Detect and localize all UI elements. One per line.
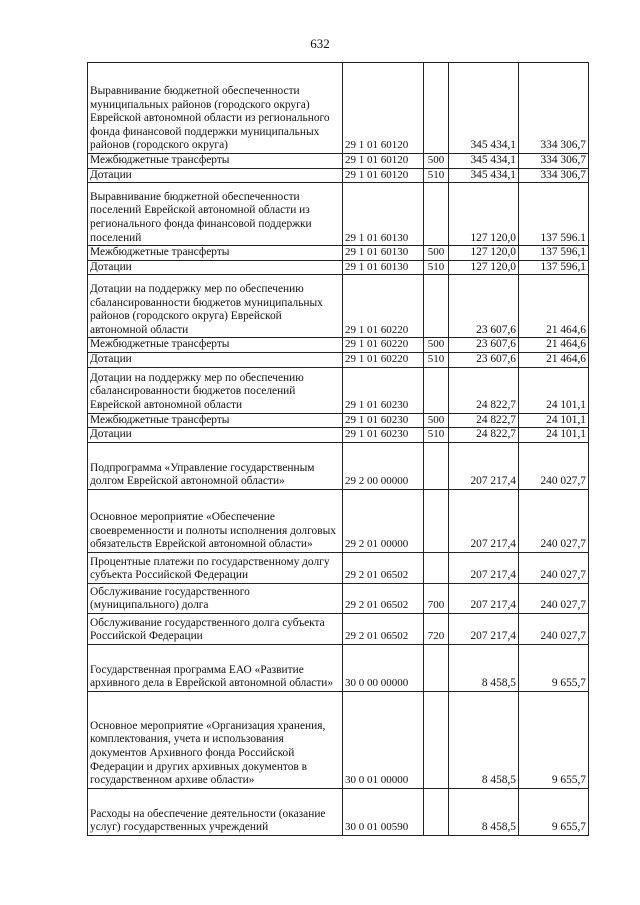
expense-type-code-cell — [424, 367, 449, 413]
expense-type-code-cell — [424, 275, 449, 338]
target-article-code-cell: 29 1 01 60230 — [343, 367, 424, 413]
amount-year2-cell: 9 655,7 — [519, 691, 589, 788]
row-name-cell: Дотации — [88, 428, 343, 443]
amount-year1-cell: 207 217,4 — [449, 552, 519, 583]
table-row — [88, 552, 589, 583]
expense-type-code-cell — [424, 183, 449, 246]
table-row — [88, 644, 589, 691]
amount-year2-cell: 240 027,7 — [519, 442, 589, 489]
table-row — [88, 583, 589, 613]
target-article-code-cell: 29 2 01 06502 — [343, 552, 424, 583]
expense-type-code-cell: 500 — [424, 154, 449, 169]
table-row — [88, 413, 589, 428]
expense-type-code-cell: 510 — [424, 428, 449, 443]
expense-type-code-cell — [424, 644, 449, 691]
target-article-code-cell: 29 1 01 60130 — [343, 246, 424, 261]
row-name-cell: Основное мероприятие «Организация хранения, комплектования, учета и использования документов Архивного фонда Российской Федерации и других архивных документов в государственном архиве области» — [88, 691, 343, 788]
target-article-code-cell: 29 1 01 60220 — [343, 352, 424, 367]
amount-year1-cell: 23 607,6 — [449, 275, 519, 338]
target-article-code-cell: 30 0 00 00000 — [343, 644, 424, 691]
expense-type-code-cell — [424, 691, 449, 788]
target-article-code-cell: 29 1 01 60120 — [343, 63, 424, 154]
amount-year1-cell: 345 434,1 — [449, 168, 519, 183]
amount-year2-cell: 334 306,7 — [519, 154, 589, 169]
table-row — [88, 428, 589, 443]
amount-year1-cell: 207 217,4 — [449, 489, 519, 552]
table-row — [88, 489, 589, 552]
expense-type-code-cell — [424, 489, 449, 552]
amount-year2-cell: 9 655,7 — [519, 788, 589, 835]
table-row — [88, 613, 589, 644]
target-article-code-cell: 29 1 01 60120 — [343, 154, 424, 169]
row-name-cell: Основное мероприятие «Обеспечение своевременности и полноты исполнения долговых обязательств Еврейской автономной области» — [88, 489, 343, 552]
row-name-cell: Выравнивание бюджетной обеспеченности поселений Еврейской автономной области из регионального фонда финансовой поддержки поселений — [88, 183, 343, 246]
amount-year1-cell: 345 434,1 — [449, 154, 519, 169]
amount-year1-cell: 23 607,6 — [449, 338, 519, 353]
expense-type-code-cell: 510 — [424, 352, 449, 367]
target-article-code-cell: 30 0 01 00000 — [343, 691, 424, 788]
amount-year2-cell: 24 101,1 — [519, 413, 589, 428]
target-article-code-cell: 29 1 01 60130 — [343, 260, 424, 275]
row-name-cell: Дотации — [88, 352, 343, 367]
amount-year1-cell: 24 822,7 — [449, 413, 519, 428]
expense-type-code-cell: 510 — [424, 168, 449, 183]
amount-year1-cell: 207 217,4 — [449, 442, 519, 489]
budget-table — [87, 62, 589, 836]
expense-type-code-cell: 720 — [424, 613, 449, 644]
amount-year2-cell: 137 596,1 — [519, 260, 589, 275]
row-name-cell: Дотации на поддержку мер по обеспечению сбалансированности бюджетов муниципальных районов (городского округа) Еврейской автономной области — [88, 275, 343, 338]
amount-year2-cell: 21 464,6 — [519, 338, 589, 353]
target-article-code-cell: 29 2 01 00000 — [343, 489, 424, 552]
target-article-code-cell: 29 2 01 06502 — [343, 583, 424, 613]
expense-type-code-cell — [424, 63, 449, 154]
amount-year1-cell: 207 217,4 — [449, 613, 519, 644]
amount-year1-cell: 8 458,5 — [449, 691, 519, 788]
amount-year1-cell: 8 458,5 — [449, 788, 519, 835]
amount-year2-cell: 9 655,7 — [519, 644, 589, 691]
table-row — [88, 788, 589, 835]
row-name-cell: Межбюджетные трансферты — [88, 413, 343, 428]
expense-type-code-cell — [424, 552, 449, 583]
row-name-cell: Межбюджетные трансферты — [88, 154, 343, 169]
amount-year1-cell: 127 120,0 — [449, 183, 519, 246]
table-row — [88, 442, 589, 489]
table-row — [88, 246, 589, 261]
amount-year2-cell: 21 464,6 — [519, 352, 589, 367]
target-article-code-cell: 29 1 01 60220 — [343, 275, 424, 338]
target-article-code-cell: 29 2 01 06502 — [343, 613, 424, 644]
page-number: 632 — [310, 36, 330, 51]
target-article-code-cell: 29 1 01 60120 — [343, 168, 424, 183]
table-row — [88, 367, 589, 413]
amount-year2-cell: 240 027,7 — [519, 489, 589, 552]
target-article-code-cell: 30 0 01 00590 — [343, 788, 424, 835]
amount-year1-cell: 23 607,6 — [449, 352, 519, 367]
amount-year1-cell: 345 434,1 — [449, 63, 519, 154]
amount-year1-cell: 127 120,0 — [449, 246, 519, 261]
table-row — [88, 691, 589, 788]
amount-year1-cell: 8 458,5 — [449, 644, 519, 691]
row-name-cell: Межбюджетные трансферты — [88, 338, 343, 353]
row-name-cell: Государственная программа ЕАО «Развитие архивного дела в Еврейской автономной области» — [88, 644, 343, 691]
row-name-cell: Подпрограмма «Управление государственным долгом Еврейской автономной области» — [88, 442, 343, 489]
target-article-code-cell: 29 1 01 60230 — [343, 428, 424, 443]
expense-type-code-cell — [424, 442, 449, 489]
budget-table-body — [88, 63, 589, 836]
table-row — [88, 154, 589, 169]
table-row — [88, 168, 589, 183]
amount-year2-cell: 240 027,7 — [519, 583, 589, 613]
row-name-cell: Дотации на поддержку мер по обеспечению сбалансированности бюджетов поселений Еврейской автономной области — [88, 367, 343, 413]
amount-year2-cell: 334 306,7 — [519, 63, 589, 154]
table-row — [88, 63, 589, 154]
amount-year2-cell: 137 596.1 — [519, 183, 589, 246]
row-name-cell: Дотации — [88, 168, 343, 183]
row-name-cell: Дотации — [88, 260, 343, 275]
table-row — [88, 183, 589, 246]
row-name-cell: Обслуживание государственного долга субъекта Российской Федерации — [88, 613, 343, 644]
table-row — [88, 275, 589, 338]
target-article-code-cell: 29 2 00 00000 — [343, 442, 424, 489]
expense-type-code-cell: 500 — [424, 246, 449, 261]
row-name-cell: Расходы на обеспечение деятельности (оказание услуг) государственных учреждений — [88, 788, 343, 835]
row-name-cell: Выравнивание бюджетной обеспеченности муниципальных районов (городского округа) Еврейской автономной области из регионального фонда финансовой поддержки муниципальных районов (городского округа) — [88, 63, 343, 154]
amount-year2-cell: 137 596,1 — [519, 246, 589, 261]
row-name-cell: Межбюджетные трансферты — [88, 246, 343, 261]
amount-year1-cell: 127 120,0 — [449, 260, 519, 275]
amount-year1-cell: 207 217,4 — [449, 583, 519, 613]
amount-year2-cell: 24 101,1 — [519, 367, 589, 413]
table-row — [88, 260, 589, 275]
expense-type-code-cell: 700 — [424, 583, 449, 613]
expense-type-code-cell — [424, 788, 449, 835]
amount-year1-cell: 24 822,7 — [449, 428, 519, 443]
target-article-code-cell: 29 1 01 60230 — [343, 413, 424, 428]
target-article-code-cell: 29 1 01 60220 — [343, 338, 424, 353]
row-name-cell: Процентные платежи по государственному долгу субъекта Российской Федерации — [88, 552, 343, 583]
amount-year1-cell: 24 822,7 — [449, 367, 519, 413]
amount-year2-cell: 24 101,1 — [519, 428, 589, 443]
table-row — [88, 352, 589, 367]
expense-type-code-cell: 500 — [424, 338, 449, 353]
amount-year2-cell: 334 306,7 — [519, 168, 589, 183]
expense-type-code-cell: 510 — [424, 260, 449, 275]
row-name-cell: Обслуживание государственного (муниципального) долга — [88, 583, 343, 613]
table-row — [88, 338, 589, 353]
amount-year2-cell: 240 027,7 — [519, 613, 589, 644]
target-article-code-cell: 29 1 01 60130 — [343, 183, 424, 246]
expense-type-code-cell: 500 — [424, 413, 449, 428]
amount-year2-cell: 240 027,7 — [519, 552, 589, 583]
amount-year2-cell: 21 464,6 — [519, 275, 589, 338]
